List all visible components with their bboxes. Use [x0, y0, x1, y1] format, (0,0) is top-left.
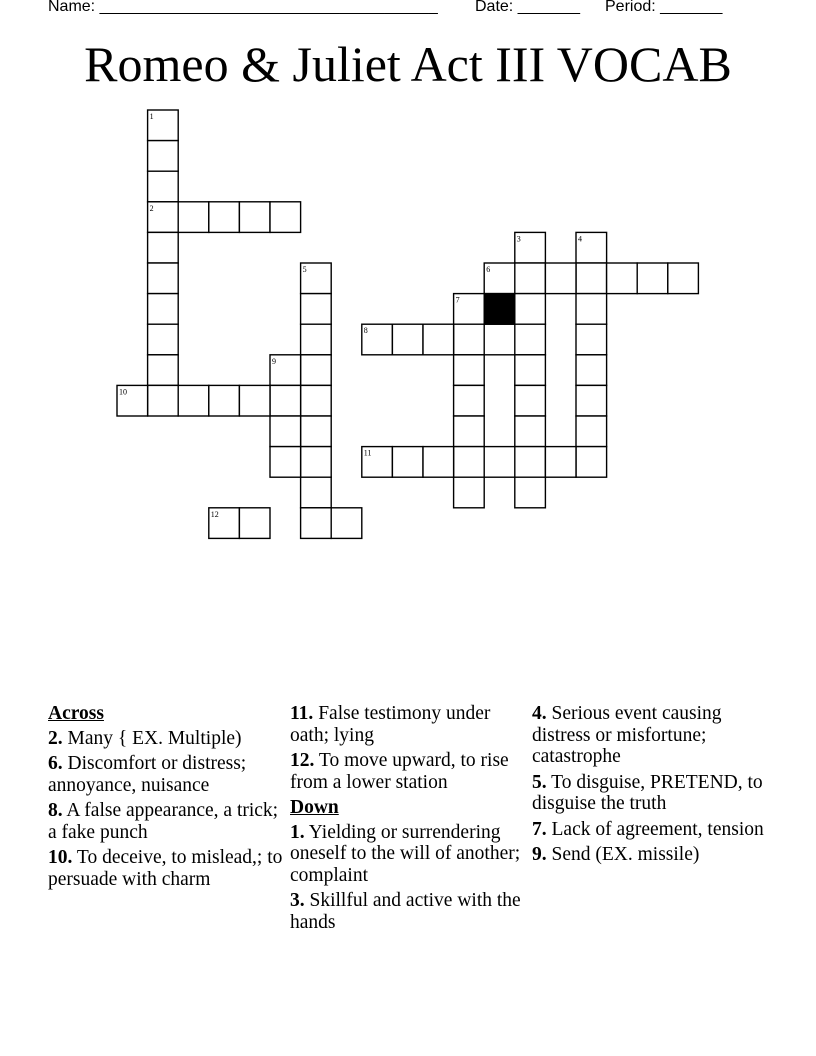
crossword-cell[interactable] — [423, 324, 454, 355]
crossword-cell[interactable] — [301, 508, 332, 539]
crossword-cell[interactable] — [301, 355, 332, 386]
clue-number-label: 5 — [302, 265, 307, 274]
crossword-cell[interactable] — [454, 477, 485, 508]
crossword-cell[interactable] — [148, 232, 179, 263]
period-field[interactable]: Period: _______ — [605, 0, 723, 15]
crossword-cell[interactable] — [209, 202, 240, 233]
clue-across-2: 2. Many { EX. Multiple) — [48, 727, 242, 749]
crossword-cell[interactable] — [301, 324, 332, 355]
crossword-cell[interactable] — [148, 324, 179, 355]
crossword-cell[interactable] — [484, 324, 515, 355]
clue-across-12: 12. To move upward, to rise from a lower station — [290, 750, 509, 793]
clue-across-10: 10. To deceive, to mislead,; to persuade with charm — [48, 847, 283, 890]
clue-across-11: 11. False testimony under oath; lying — [290, 703, 491, 746]
crossword-cell[interactable] — [576, 355, 607, 386]
clue-number-label: 11 — [363, 448, 372, 458]
clue-column-1 — [48, 703, 283, 894]
crossword-cell[interactable] — [515, 324, 546, 355]
date-field[interactable]: Date: _______ — [475, 0, 580, 15]
crossword-cell[interactable] — [270, 202, 301, 233]
crossword-cell[interactable] — [576, 324, 607, 355]
crossword-cell[interactable] — [515, 294, 546, 325]
crossword-cell[interactable] — [148, 171, 179, 202]
crossword-cell[interactable] — [301, 294, 332, 325]
clue-down-3: 3. Skillful and active with the hands — [290, 890, 521, 933]
crossword-cell[interactable] — [148, 263, 179, 294]
crossword-cell[interactable] — [148, 294, 179, 325]
worksheet-title: Romeo & Juliet Act III VOCAB — [84, 36, 732, 92]
crossword-cell[interactable] — [668, 263, 699, 294]
crossword-cell[interactable] — [239, 508, 270, 539]
crossword-cell[interactable] — [576, 416, 607, 447]
crossword-cell[interactable] — [454, 416, 485, 447]
crossword-cell[interactable] — [515, 477, 546, 508]
clue-number-label: 1 — [149, 112, 154, 121]
crossword-cell[interactable] — [515, 355, 546, 386]
clue-down-9: 9. Send (EX. missile) — [532, 844, 700, 865]
clue-number-label: 7 — [455, 295, 460, 305]
crossword-cell[interactable] — [270, 447, 301, 478]
crossword-cell[interactable] — [576, 447, 607, 478]
crossword-cell[interactable] — [239, 202, 270, 233]
clue-down-1: 1. Yielding or surrendering oneself to the will of another; complaint — [290, 821, 521, 886]
blocked-cell — [484, 294, 515, 325]
crossword-cell[interactable] — [515, 385, 546, 416]
crossword-cell[interactable] — [545, 447, 576, 478]
crossword-cell[interactable] — [423, 447, 454, 478]
clue-number-label: 12 — [210, 509, 219, 519]
crossword-cell[interactable] — [301, 416, 332, 447]
clue-column-3 — [532, 703, 772, 870]
crossword-cell[interactable] — [607, 263, 638, 294]
crossword-cell[interactable] — [270, 416, 301, 447]
crossword-cell[interactable] — [301, 477, 332, 508]
crossword-cell[interactable] — [576, 385, 607, 416]
clue-number-label: 3 — [516, 234, 521, 244]
crossword-cell[interactable] — [392, 324, 423, 355]
clue-down-4: 4. Serious event causing distress or misfortune; catastrophe — [532, 703, 722, 767]
crossword-cell[interactable] — [239, 385, 270, 416]
clue-number-label: 6 — [486, 265, 491, 274]
crossword-cell[interactable] — [148, 385, 179, 416]
name-field[interactable]: Name: ______________________________________ — [48, 0, 438, 15]
crossword-cell[interactable] — [148, 141, 179, 172]
crossword-cell[interactable] — [301, 385, 332, 416]
crossword-cell[interactable] — [209, 385, 240, 416]
clue-down-7: 7. Lack of agreement, tension — [532, 818, 764, 840]
clue-number-label: 8 — [363, 326, 368, 336]
across-heading: Across — [48, 703, 104, 724]
crossword-cell[interactable] — [454, 355, 485, 386]
down-heading: Down — [290, 797, 339, 818]
clue-number-label: 4 — [578, 234, 582, 244]
clue-across-8: 8. A false appearance, a trick; a fake punch — [48, 800, 279, 843]
clue-number-label: 9 — [272, 356, 276, 366]
crossword-cell[interactable] — [178, 202, 209, 233]
crossword-cell[interactable] — [637, 263, 668, 294]
crossword-cell[interactable] — [515, 416, 546, 447]
clue-column-2 — [290, 703, 528, 937]
crossword-cell[interactable] — [454, 447, 485, 478]
clue-number-label: 2 — [149, 203, 154, 213]
crossword-cell[interactable] — [545, 263, 576, 294]
crossword-cell[interactable] — [515, 447, 546, 478]
crossword-cell[interactable] — [148, 355, 179, 386]
clue-across-6: 6. Discomfort or distress; annoyance, nuisance — [48, 753, 247, 796]
crossword-cell[interactable] — [454, 385, 485, 416]
crossword-cell[interactable] — [576, 294, 607, 325]
crossword-cell[interactable] — [484, 447, 515, 478]
crossword-cell[interactable] — [392, 447, 423, 478]
crossword-cell[interactable] — [270, 385, 301, 416]
crossword-cell[interactable] — [301, 447, 332, 478]
clue-down-5: 5. To disguise, PRETEND, to disguise the truth — [532, 771, 763, 814]
crossword-cell[interactable] — [515, 263, 546, 294]
crossword-cell[interactable] — [576, 263, 607, 294]
clue-number-label: 10 — [119, 387, 127, 397]
crossword-cell[interactable] — [178, 385, 209, 416]
crossword-cell[interactable] — [454, 324, 485, 355]
crossword-cell[interactable] — [331, 508, 362, 539]
